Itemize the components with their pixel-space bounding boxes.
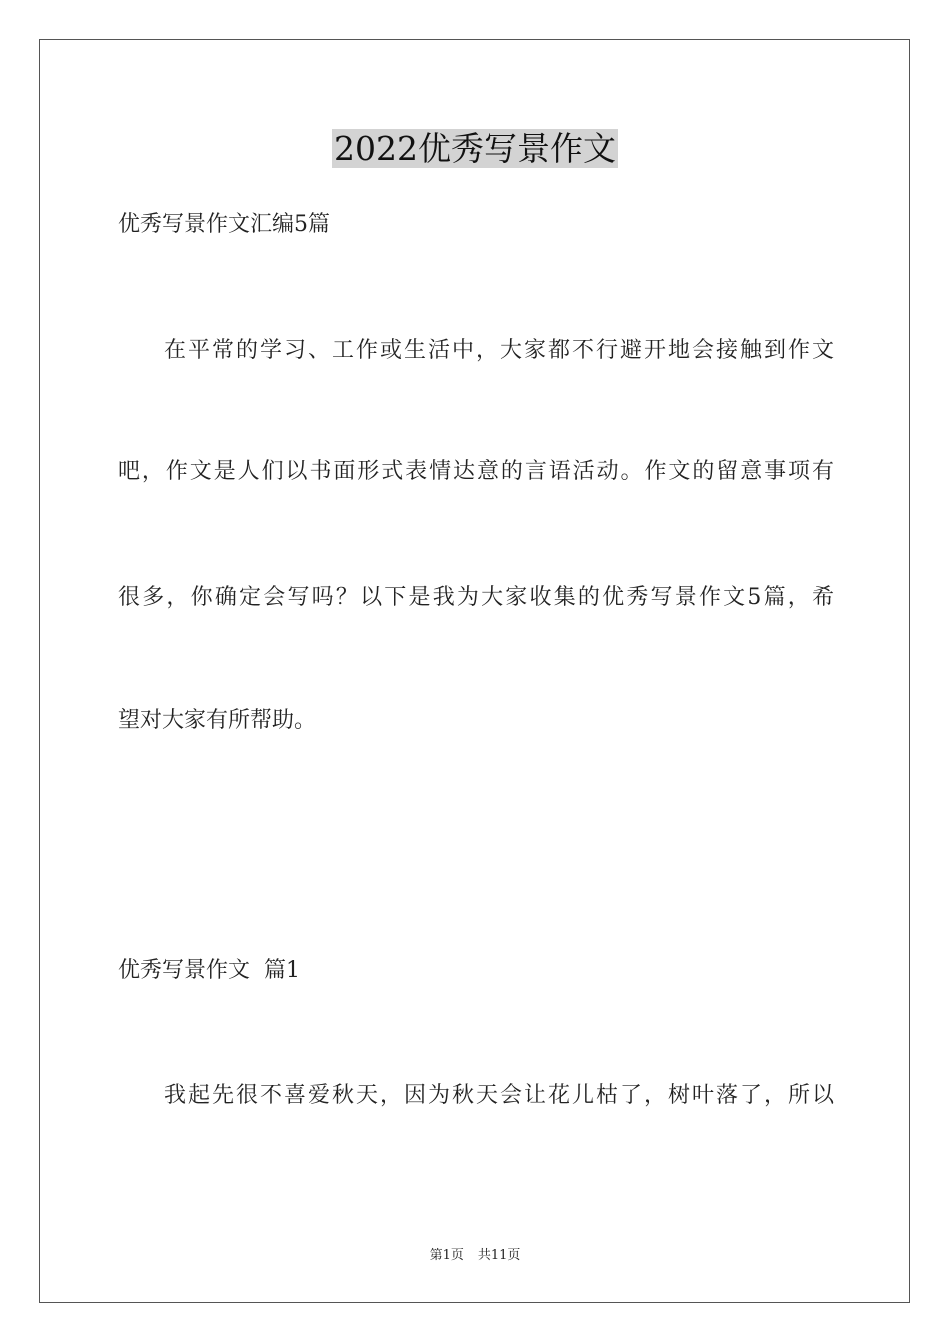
- paragraph-line: 吧，作文是人们以书面形式表情达意的言语活动。作文的留意事项有: [118, 459, 834, 484]
- paragraph-line: 望对大家有所帮助。: [118, 708, 317, 733]
- paragraph-line: 我起先很不喜爱秋天，因为秋天会让花儿枯了，树叶落了，所以: [164, 1083, 834, 1108]
- document-subtitle: 优秀写景作文汇编5篇: [118, 212, 330, 237]
- page-footer: [0, 1247, 950, 1265]
- document-title-text: 2022优秀写景作文: [334, 129, 616, 168]
- footer-total-pages: 共11页: [477, 1248, 521, 1263]
- paragraph-line: 很多，你确定会写吗？以下是我为大家收集的优秀写景作文5篇，希: [118, 585, 834, 610]
- document-title: [0, 126, 950, 172]
- paragraph-line: 在平常的学习、工作或生活中，大家都不行避开地会接触到作文: [164, 338, 834, 363]
- footer-current-page: 第1页: [429, 1248, 464, 1263]
- section-heading: 优秀写景作文 篇1: [118, 958, 300, 983]
